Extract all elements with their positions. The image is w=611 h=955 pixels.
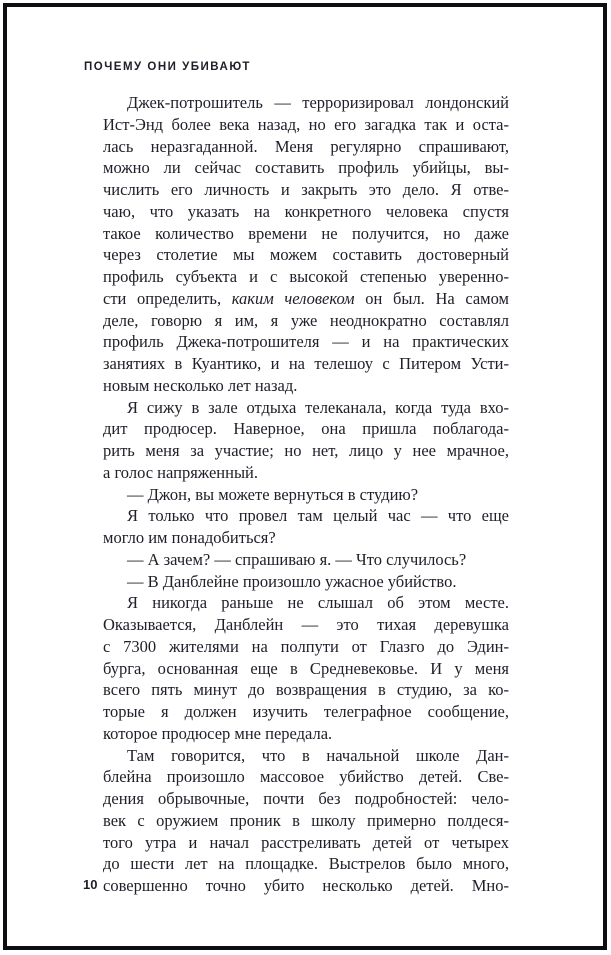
text-line: через столетие мы можем составить достоверный	[103, 245, 509, 265]
paragraph	[103, 484, 509, 506]
text-line: — В Данблейне произошло ужасное убийство.	[127, 571, 457, 591]
text-line: такое количество времени не получится, но даже	[103, 223, 509, 243]
body-text	[103, 92, 509, 897]
paragraph	[103, 745, 509, 897]
text-line: Там говорится, что в начальной школе Дан-	[127, 745, 509, 765]
paragraph	[103, 571, 509, 593]
text-line: рить меня за участие; но нет, лицо у нее мрачное,	[103, 441, 509, 460]
text-line: Оказывается, Данблейн — это тихая деревушка	[103, 615, 509, 634]
text-line: Джек-потрошитель — терроризировал лондонский	[127, 93, 509, 112]
text-line	[103, 288, 509, 310]
text-line: занятиях в Куантико, и на телешоу с Питером Усти-	[103, 354, 509, 373]
text-line: Я никогда раньше не слышал об этом месте.	[127, 593, 509, 613]
paragraph	[103, 397, 509, 484]
paragraph	[103, 592, 509, 744]
text-line: деле, говорю я им, я уже неоднократно составлял	[103, 310, 509, 330]
paragraph	[103, 549, 509, 571]
text-line: торые я должен изучить телеграфное сообщение,	[103, 702, 509, 721]
text-line: бурга, основанная еще в Средневековье. И у меня	[103, 658, 509, 678]
text-line: чаю, что указать на конкретного человека спустя	[103, 201, 509, 221]
paragraph	[103, 505, 509, 549]
text-line: Я только что провел там целый час — что еще	[127, 506, 509, 526]
text-line: до шести лет на площадке. Выстрелов было много,	[103, 854, 509, 874]
text-line: дит продюсер. Наверное, она пришла поблагода-	[103, 419, 509, 439]
text-line: лась неразгаданной. Меня регулярно спрашивают,	[103, 136, 509, 156]
text-line: могло им понадобиться?	[103, 528, 276, 547]
text-line: можно ли сейчас составить профиль убийцы, вы-	[103, 158, 509, 178]
text-line: блейна произошло массовое убийство детей. Све-	[103, 767, 509, 787]
text-segment: сти определить,	[103, 288, 232, 308]
text-line: Ист-Энд более века назад, но его загадка так и оста-	[103, 114, 509, 134]
text-line: профиль субъекта и с высокой степенью уверенно-	[103, 267, 509, 286]
text-line: дения обрывочные, почти без подробностей: чело-	[103, 789, 509, 808]
text-segment: он был. На самом	[354, 288, 509, 308]
running-head: ПОЧЕМУ ОНИ УБИВАЮТ	[84, 61, 251, 73]
text-line: новым несколько лет назад.	[103, 375, 298, 395]
text-line: всего пять минут до возвращения в студию, за ко-	[103, 680, 509, 700]
text-line: Я сижу в зале отдыха телеканала, когда туда вхо-	[127, 397, 509, 417]
text-line: которое продюсер мне передала.	[103, 723, 333, 743]
text-line: век с оружием проник в школу примерно полдеся-	[103, 810, 509, 830]
text-line: того утра и начал расстреливать детей от четырех	[103, 832, 509, 852]
text-line: — Джон, вы можете вернуться в студию?	[127, 484, 419, 504]
text-line: числить его личность и закрыть это дело. Я отве-	[103, 180, 509, 199]
text-line: — А зачем? — спрашиваю я. — Что случилось?	[127, 549, 467, 569]
page-number: 10	[83, 877, 98, 892]
text-line: а голос напряженный.	[103, 462, 258, 482]
italic-text: каким человеком	[231, 288, 355, 308]
text-line: с 7300 жителями на полпути от Глазго до Эдин-	[103, 636, 509, 656]
text-line: совершенно точно убито несколько детей. Мно-	[103, 876, 509, 895]
text-line: профиль Джека-потрошителя — и на практических	[103, 332, 509, 352]
paragraph	[103, 92, 509, 397]
